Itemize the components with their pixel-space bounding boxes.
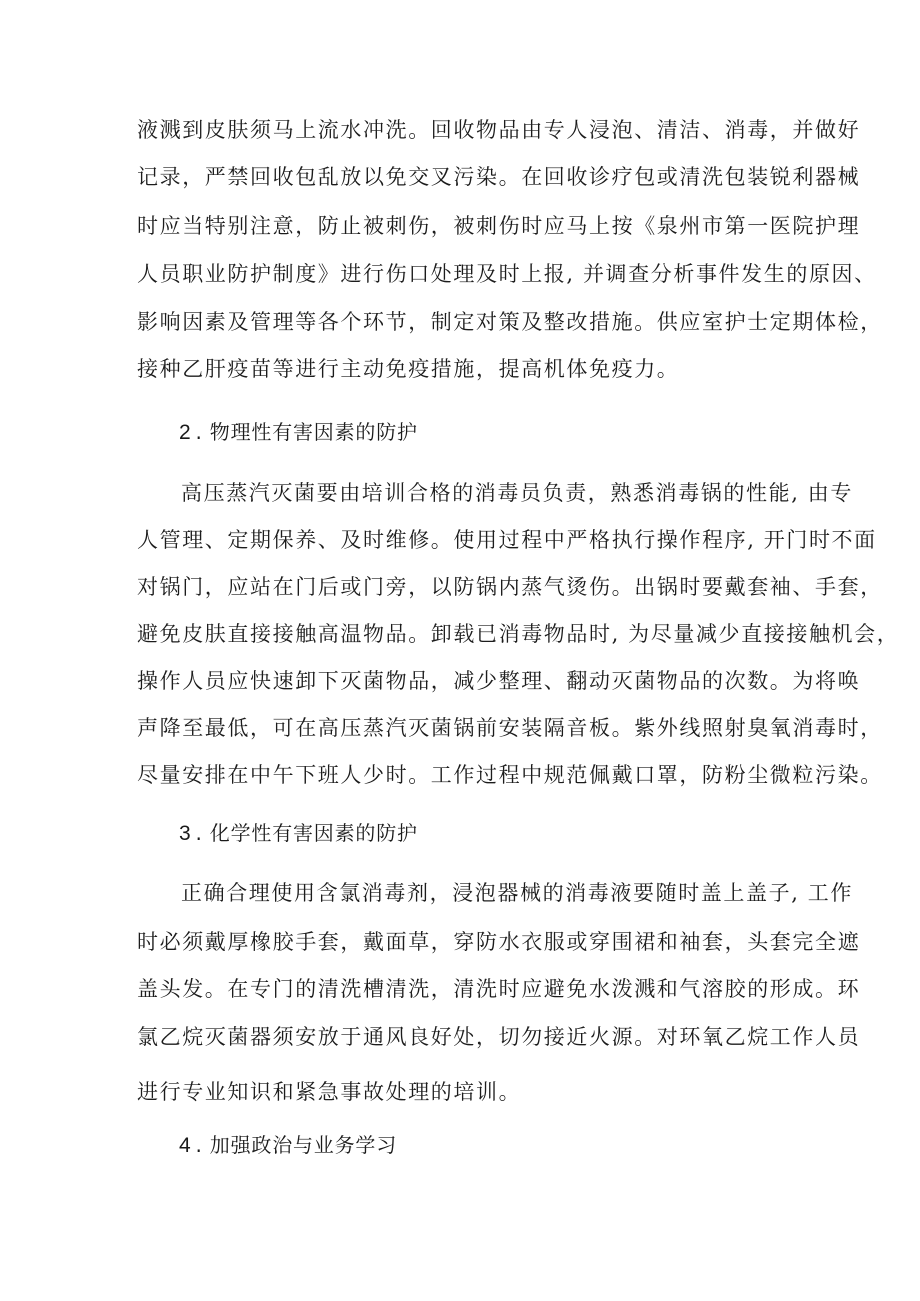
section-heading-2 xyxy=(179,418,418,446)
heading-text: . 加强政治与业务学习 xyxy=(195,1133,397,1157)
paragraph-line: 记录，严禁回收包乱放以免交叉污染。在回收诊疗包或清洗包装锐利器械 xyxy=(137,165,861,189)
section-heading-4 xyxy=(179,1131,397,1159)
paragraph-line: 高压蒸汽灭菌要由培训合格的消毒员负责，熟悉消毒锅的性能, 由专 xyxy=(181,481,853,505)
heading-number: 3 xyxy=(179,822,192,845)
heading-number: 4 xyxy=(179,1134,192,1157)
paragraph-line: 氯乙烷灭菌器须安放于通风良好处，切勿接近火源。对环氧乙烷工作人员 xyxy=(137,1025,861,1049)
section-heading-3 xyxy=(179,819,418,847)
paragraph-line: 时必须戴厚橡胶手套，戴面草，穿防水衣服或穿围裙和袖套，头套完全遮 xyxy=(137,930,861,954)
paragraph-line: 正确合理使用含氯消毒剂，浸泡器械的消毒液要随时盖上盖子, 工作 xyxy=(181,881,853,905)
paragraph-line: 影响因素及管理等各个环节，制定对策及整改措施。供应室护士定期体检， xyxy=(137,310,883,334)
paragraph-line: 进行专业知识和紧急事故处理的培训。 xyxy=(137,1080,522,1104)
heading-text: . 化学性有害因素的防护 xyxy=(195,821,418,845)
paragraph-line: 尽量安排在中午下班人少时。工作过程中规范佩戴口罩，防粉尘微粒污染。 xyxy=(137,763,883,787)
paragraph-line: 对锅门，应站在门后或门旁，以防锅内蒸气烫伤。出锅时要戴套袖、手套， xyxy=(137,575,883,599)
paragraph-line: 盖头发。在专门的清洗槽清洗，清洗时应避免水泼溅和气溶胶的形成。环 xyxy=(137,977,861,1001)
paragraph-line: 声降至最低，可在高压蒸汽灭菌锅前安装隔音板。紫外线照射臭氧消毒时， xyxy=(137,716,883,740)
paragraph-line: 液溅到皮肤须马上流水冲洗。回收物品由专人浸泡、清洁、消毒，并做好 xyxy=(137,118,861,142)
paragraph-line: 接种乙肝疫苗等进行主动免疫措施，提高机体免疫力。 xyxy=(137,357,680,381)
paragraph-line: 避免皮肤直接接触高温物品。卸载已消毒物品时, 为尽量减少直接接触机会， xyxy=(137,622,900,646)
paragraph-line: 操作人员应快速卸下灭菌物品，减少整理、翻动灭菌物品的次数。为将唤 xyxy=(137,669,861,693)
heading-text: . 物理性有害因素的防护 xyxy=(195,420,418,444)
paragraph-line: 时应当特别注意，防止被刺伤，被刺伤时应马上按《泉州市第一医院护理 xyxy=(137,214,861,238)
paragraph-line: 人管理、定期保养、及时维修。使用过程中严格执行操作程序, 开门时不面 xyxy=(137,528,877,552)
paragraph-line: 人员职业防护制度》进行伤口处理及时上报, 并调查分析事件发生的原因、 xyxy=(137,262,877,286)
heading-number: 2 xyxy=(179,421,192,444)
